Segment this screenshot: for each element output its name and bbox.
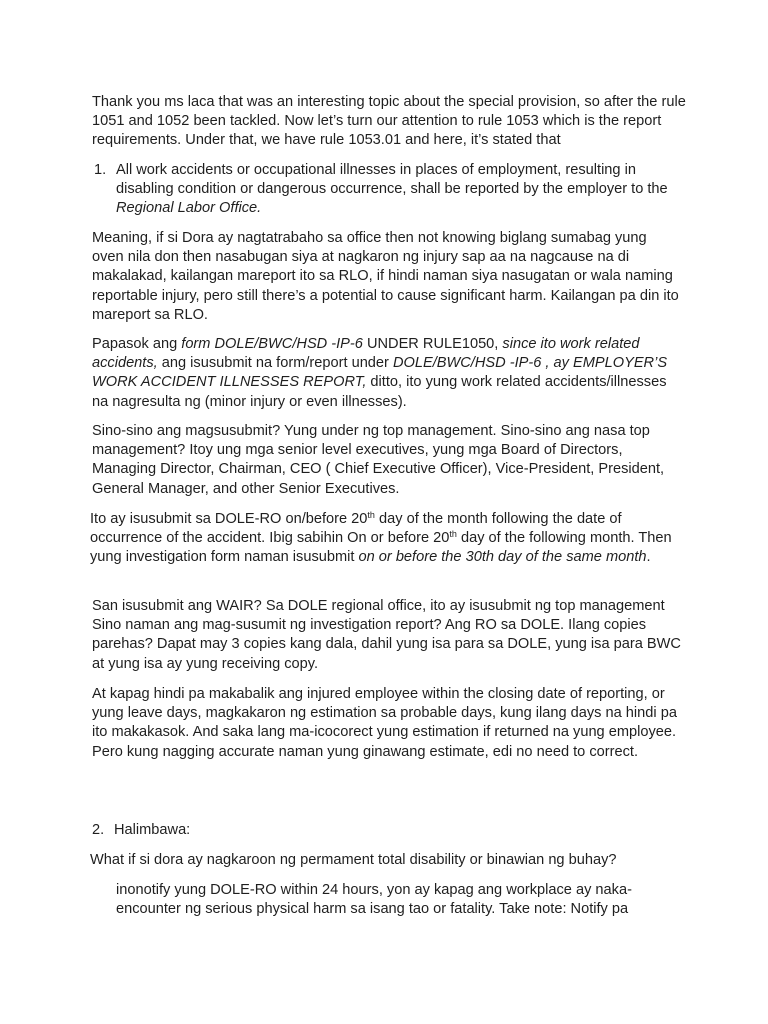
ito-sup-1: th [367, 510, 375, 520]
papasok-text-2: UNDER RULE1050, [362, 336, 503, 352]
ito-sup-2: th [449, 529, 457, 540]
list-number-1: 1. [94, 162, 107, 178]
ito-text-1: Ito ay isusubmit sa DOLE-RO on/before 20 [90, 511, 368, 527]
intro-paragraph: Thank you ms laca that was an interesting topic about the special provision, so after the rule 1051 and 1052 been tackled. Now let’s turn our attention to rule 1053 which is the report requirements. Under that, we have rule 1053.01 and here, it’s stated that [92, 94, 686, 149]
list-item-1-text: All work accidents or occupational illnesses in places of employment, resulting in disabling condition or dangerous occurrence, shall be reported by the employer to the [116, 162, 668, 198]
ito-text-3: day of the following month. Then yung investigation form naman isusubmit [90, 530, 672, 566]
paragraph-inonotify: inonotify yung DOLE-RO within 24 hours, yon ay kapag ang workplace ay naka-encounter ng serious physical harm sa isang tao or fatality. Take note: Notify pa [116, 882, 632, 918]
ito-text-2: day of the month following the date of occurrence of the accident. Ibig sabihin On or before 20 [90, 511, 622, 547]
list-item-1 [116, 161, 676, 219]
paragraph-meaning: Meaning, if si Dora ay nagtatrabaho sa office then not knowing biglang sumabag yung oven nila don then nasabugan siya at nagkaron ng injury sap aa na nagcause na di makalakad, kailangan mareport ito sa RLO, if hindi naman siya nasugatan or wala naming reportable injury, pero still there’s a potential to cause significant harm. Kailangan pa din ito mareport sa RLO. [92, 230, 679, 323]
papasok-text-3: ang isusubmit na form/report under [157, 355, 393, 372]
list-number-2: 2. [92, 822, 105, 838]
paragraph-san: San isusubmit ang WAIR? Sa DOLE regional office, ito ay isusubmit ng top management Sino naman ang mag-susumit ng investigation report? Ang RO sa DOLE. Ilang copies parehas? Dapat may 3 copies kang dala, dahil yung isa para sa DOLE, yung isa para BWC at yung isa ay yung receiving copy. [92, 598, 681, 672]
list-item-2: Halimbawa: [114, 822, 191, 838]
paragraph-what-if: What if si dora ay nagkaroon ng permament total disability or binawian ng buhay? [90, 852, 617, 868]
paragraph-ito [90, 510, 680, 568]
list-item-1-italic: Regional Labor Office. [116, 200, 262, 217]
papasok-italic-1: form DOLE/BWC/HSD -IP-6 [181, 336, 363, 352]
ito-text-4: . [646, 549, 651, 566]
paragraph-sino: Sino-sino ang magsusubmit? Yung under ng top management. Sino-sino ang nasa top management? Itoy ung mga senior level executives, yung mga Board of Directors, Managing Director, Chairman, CEO ( Chief Executive Officer), Vice-President, President, General Manager, and other Senior Executives. [92, 423, 665, 497]
papasok-text-4: ditto, ito yung work related accidents/illnesses na nagresulta ng (minor injury or even illnesses). [92, 374, 667, 410]
paragraph-at-kapag: At kapag hindi pa makabalik ang injured employee within the closing date of reporting, or yung leave days, magkakaron ng estimation sa probable days, kung ilang days na hindi pa ito makakasok. And saka lang ma-icocorect yung estimation if returned na yung employee. Pero kung nagging accurate naman yung ginawang estimate, edi no need to correct. [92, 686, 677, 760]
papasok-italic-2: since ito work related accidents, [92, 336, 640, 372]
paragraph-papasok [92, 335, 672, 412]
ito-italic-1: on or before the 30th day of the same month [358, 549, 647, 566]
papasok-text-1: Papasok ang [92, 336, 182, 352]
papasok-italic-3: DOLE/BWC/HSD -IP-6 , ay EMPLOYER’S WORK ACCIDENT ILLNESSES REPORT, [92, 355, 668, 391]
